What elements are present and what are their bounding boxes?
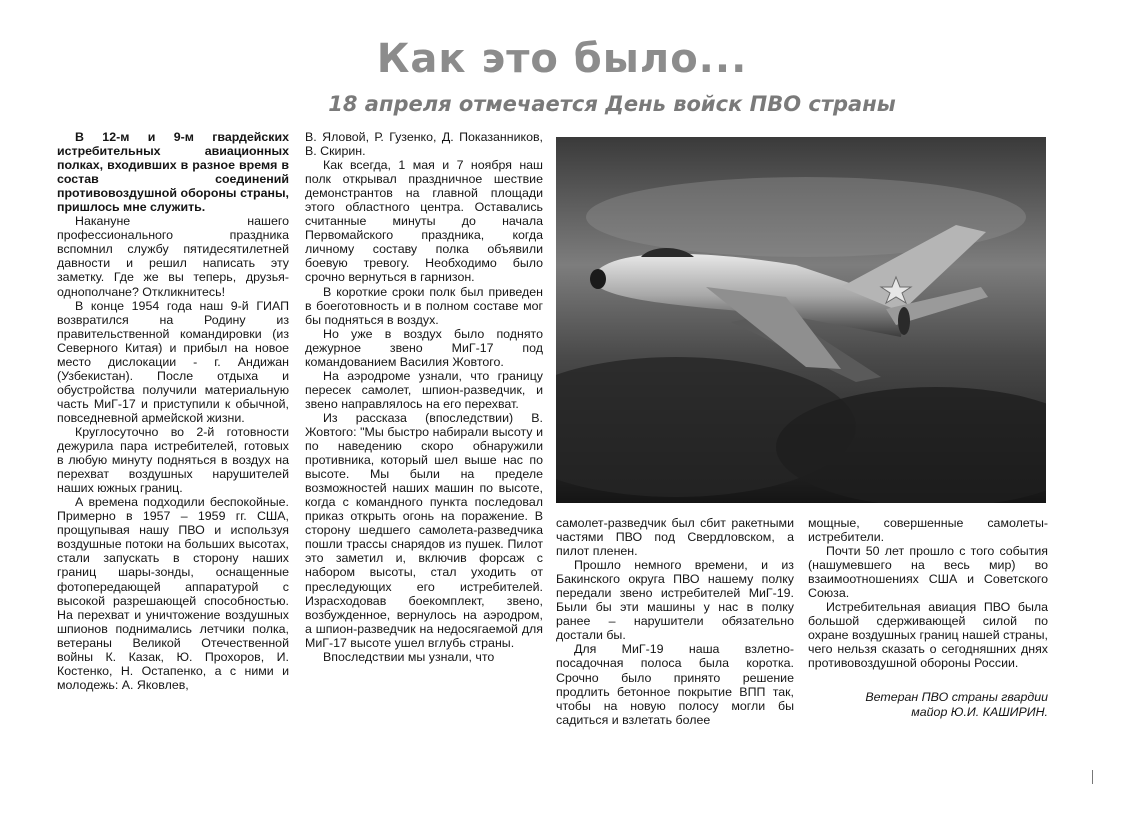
lead-paragraph: В 12-м и 9-м гвардейских истребительных авиационных полках, входивших в разное время в состав соединений противовоздушной обороны страны, пришлось мне служить. bbox=[57, 130, 289, 215]
paragraph: Истребительная авиация ПВО была большой сдерживающей силой по охране воздушных границ нашей страны, чего нельзя сказать о сегодняшних днях противовоздушной обороны России. bbox=[808, 600, 1048, 671]
paragraph: Круглосуточно во 2-й готовности дежурила пара истребителей, готовых в любую минуту подняться в воздух на перехват воздушных нарушителей наших южных границ. bbox=[57, 424, 289, 496]
paragraph: Из рассказа (впоследствии) В. Жовтого: "Мы быстро набирали высоту и по наведению скоро обнаружили противника, который шел выше нас по высоте. Мы были на пределе возможностей наших машин по высоте, когда с командного пункта последовал приказ открыть огонь на поражение. В сторону шедшего самолета-разведчика пошли трассы снарядов из пушек. Пилот это заметил и, включив форсаж с набором высоты, стал уходить от преследующих его истребителей. Израсходовав боекомплект, звено, возбужденное, вернулось на аэродром, а шпион-разведчик на недосягаемой для МиГ-17 высоте ушел вглубь страны. bbox=[305, 410, 543, 650]
column-1 bbox=[57, 130, 289, 692]
mig-17-jet-photo bbox=[556, 137, 1046, 503]
column-3 bbox=[556, 516, 794, 727]
column-4 bbox=[808, 516, 1048, 671]
paragraph: Прошло немного времени, и из Бакинского округа ПВО нашему полку передали звено истребителей МиГ-19. Были бы эти машины у нас в полку ранее – нарушители обязательно достали бы. bbox=[556, 558, 794, 643]
signature-line-2: майор Ю.И. КАШИРИН. bbox=[911, 705, 1048, 719]
jet-icon bbox=[556, 137, 1046, 503]
signature-line-1: Ветеран ПВО страны гвардии bbox=[865, 690, 1048, 704]
paragraph: В. Яловой, Р. Гузенко, Д. Показанников, В. Скирин. bbox=[305, 130, 543, 159]
paragraph: мощные, совершенные самолеты-истребители. bbox=[808, 516, 1048, 545]
paragraph: Почти 50 лет прошло с того события (нашумевшего на весь мир) во взаимоотношениях США и Советского Союза. bbox=[808, 544, 1048, 601]
paragraph: Для МиГ-19 наша взлетно-посадочная полоса была коротка. Срочно было принято решение продлить бетонное покрытие ВПП так, чтобы на новую полосу могли бы садиться и взлетать более bbox=[556, 642, 794, 727]
paragraph: Но уже в воздух было поднято дежурное звено МиГ-17 под командованием Василия Жовтого. bbox=[305, 326, 543, 369]
paragraph: Впоследствии мы узнали, что bbox=[323, 649, 495, 664]
paragraph: Как всегда, 1 мая и 7 ноября наш полк открывал праздничное шествие демонстрантов на главной площади этого областного центра. Оставались считанные минуты до начала Первомайского праздника, когда личному составу полка объявили боевую тревогу. Необходимо было срочно вернуться в гарнизон. bbox=[305, 158, 543, 285]
author-signature bbox=[808, 690, 1048, 720]
subheadline: 18 апреля отмечается День войск ПВО страны bbox=[328, 92, 896, 116]
paragraph: А времена подходили беспокойные. Примерно в 1957 – 1959 гг. США, прощупывая нашу ПВО и используя воздушные потоки на больших высотах, стали запускать в сторону наших границ шары-зонды, оснащенные фотопередающей аппаратурой с высокой разрешающей способностью. На перехват и уничтожение воздушных шпионов поднимались летчики полка, ветераны Великой Отечественной войны К. Казак, Ю. Прохоров, И. Костенко, Н. Остапенко, а с ними и молодежь: А. Яковлев, bbox=[57, 495, 289, 692]
column-2 bbox=[305, 130, 543, 664]
paragraph: В конце 1954 года наш 9-й ГИАП возвратился на Родину из правительственной командировки (из Северного Китая) и прибыл на новое место дислокации - г. Андижан (Узбекистан). После отдыха и обустройства получили материальную часть МиГ-17 и приступили к обычной, повседневной армейской жизни. bbox=[57, 298, 289, 425]
paragraph: В короткие сроки полк был приведен в боеготовность и в полном составе мог бы подняться в воздух. bbox=[305, 284, 543, 327]
paragraph: На аэродроме узнали, что границу пересек самолет, шпион-разведчик, и звено направлялось на его перехват. bbox=[305, 368, 543, 411]
paragraph: самолет-разведчик был сбит ракетными частями ПВО под Свердловском, а пилот пленен. bbox=[556, 516, 794, 559]
scan-mark bbox=[1092, 770, 1099, 784]
headline: Как это было... bbox=[376, 36, 748, 82]
paragraph: Накануне нашего профессионального праздника вспомнил службу пятидесятилетней давности и решил написать эту заметку. Где же вы теперь, друзья-однополчане? Откликнитесь! bbox=[57, 214, 289, 299]
